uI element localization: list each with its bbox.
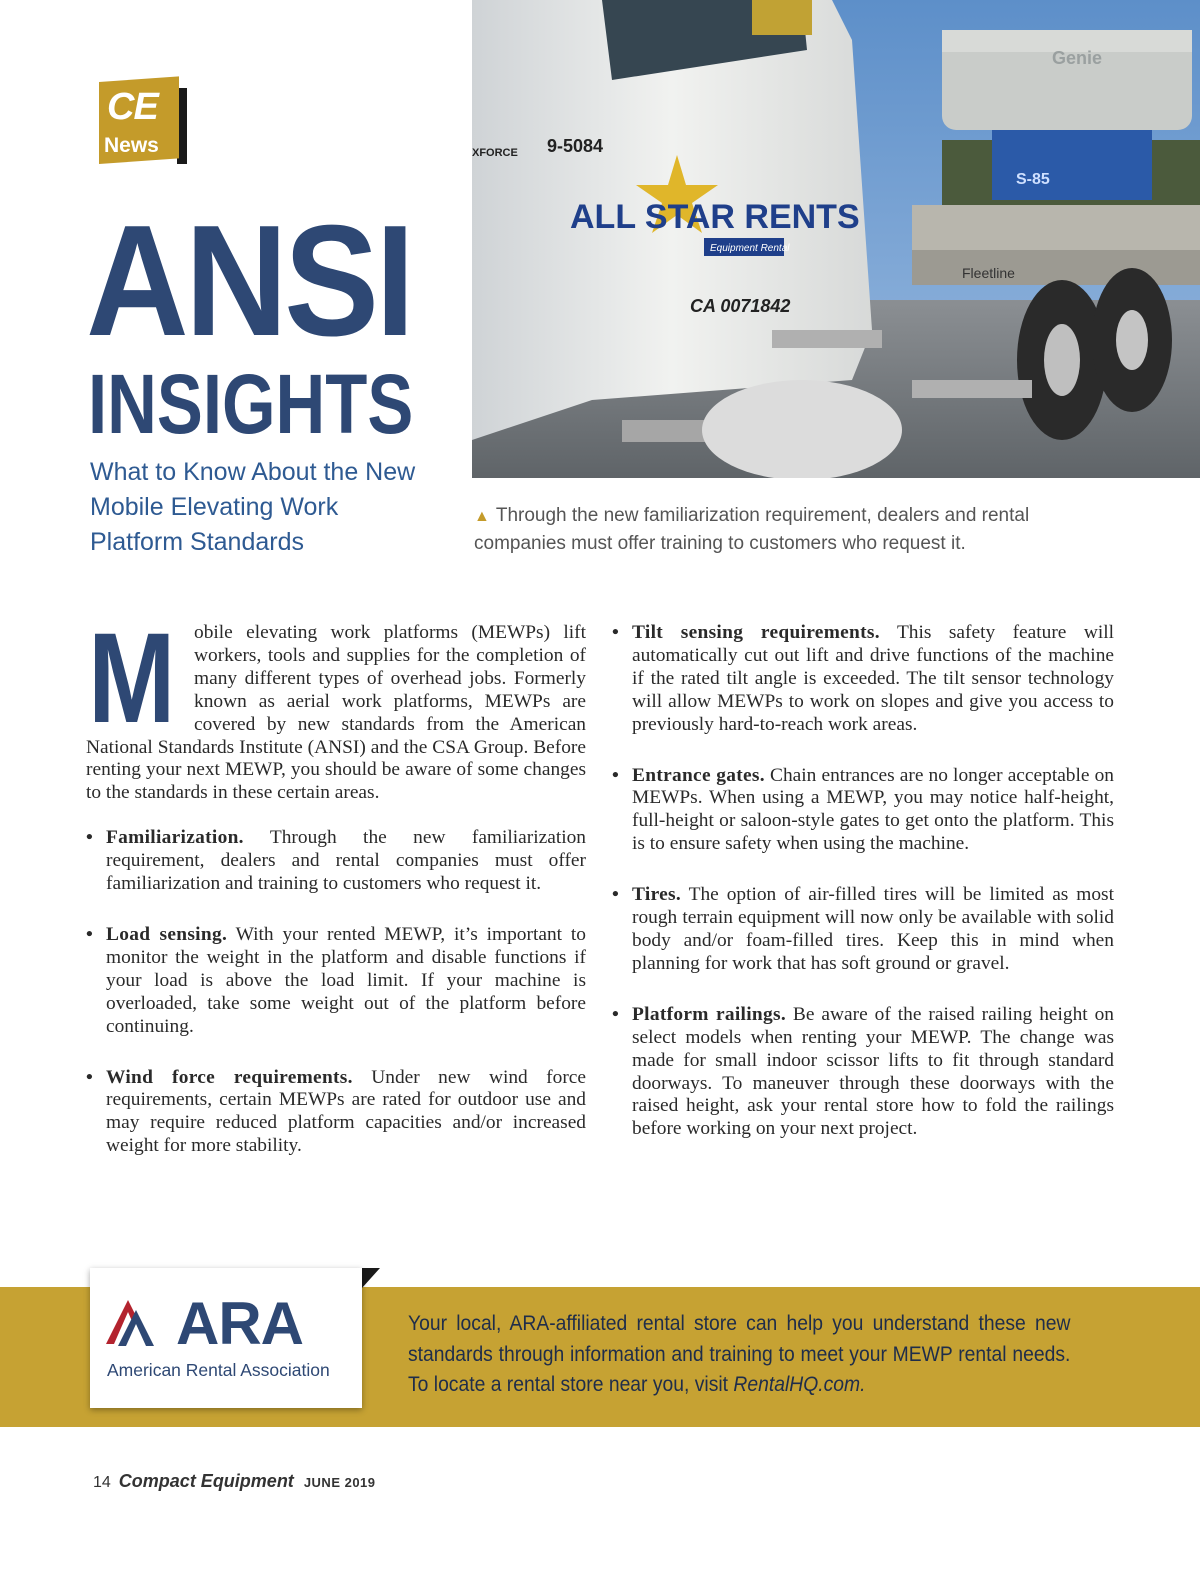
caption-triangle-icon: ▲ (474, 508, 490, 525)
ara-logo-card (90, 1268, 362, 1408)
list-item (612, 765, 1114, 857)
rentalhq-link[interactable]: RentalHQ.com. (733, 1373, 866, 1396)
cab-badge-text: XFORCE (472, 147, 518, 159)
ara-full-name: American Rental Association (107, 1360, 330, 1380)
ara-message-text: Your local, ARA-affiliated rental store can help you understand these new standards through information and training to meet your MEWP rental needs. To locate a rental store near you, visit (408, 1312, 1071, 1396)
bullet-title: Load sensing. (106, 923, 228, 945)
door-brand-text: ALL STAR RENTS (570, 198, 860, 236)
page-number: 14 (93, 1474, 111, 1491)
bullet-text: Chain entrances are no longer acceptable on MEWPs. When using a MEWP, you may notice half-height, full-height or saloon-style gates to get onto the platform. This is to ensure safety when using the machine. (632, 764, 1114, 855)
ara-card-fold (362, 1268, 380, 1288)
page-title-ansi: ANSI (86, 193, 412, 369)
right-bullet-list (612, 622, 1114, 1141)
left-bullet-list (86, 827, 586, 1158)
page-title-insights: INSIGHTS (88, 357, 414, 451)
bullet-text: With your rented MEWP, it’s important to monitor the weight in the platform and disable functions if your load is above the load limit. If your machine is overloaded, take some weight out of the platform before continuing. (106, 923, 586, 1037)
list-item (86, 827, 586, 896)
bullet-title: Entrance gates. (632, 764, 765, 786)
photo-caption (474, 502, 1094, 557)
list-item (612, 884, 1114, 976)
ara-triangle-icon (106, 1298, 176, 1354)
article-column-left (86, 607, 586, 1186)
page-subtitle: What to Know About the New Mobile Elevating Work Platform Standards (90, 458, 416, 556)
list-item (86, 924, 586, 1039)
list-item (612, 622, 1114, 737)
intro-text: obile elevating work platforms (MEWPs) lift workers, tools and supplies for the completion of many different types of overhead jobs. Formerly known as aerial work platforms, MEWPs are covered by new standards from the American National Standards Institute (ANSI) and the CSA Group. Before renting your next MEWP, you should be aware of some changes to the standards in these certain areas. (86, 622, 586, 804)
bullet-title: Tilt sensing requirements. (632, 622, 880, 643)
article-intro (86, 607, 586, 805)
lift-brand-text: Genie (1052, 48, 1103, 68)
lift-model-text: S-85 (1016, 171, 1050, 188)
list-item (86, 1067, 586, 1159)
caption-text: Through the new familiarization requirement, dealers and rental companies must offer training to customers who request it. (474, 505, 1030, 554)
bullet-text: The option of air-filled tires will be limited as most rough terrain equipment will now only be available with solid body and/or foam-filled tires. Keep this in mind when planning for work that has soft ground or gravel. (632, 884, 1114, 974)
magazine-name: Compact Equipment (118, 1471, 294, 1491)
bullet-text: Under new wind force requirements, certain MEWPs are rated for outdoor use and may require reduced platform capacities and/or increased weight for more stability. (106, 1066, 586, 1157)
bullet-text: Be aware of the raised railing height on select models when renting your MEWP. The change was made for small indoor scissor lifts to fit through standard doorways. To maneuver through these doorways with the raised height, ask your rental store how to fold the railings before working on your next project. (632, 1003, 1114, 1140)
license-text: CA 0071842 (690, 296, 791, 316)
door-tag-text: Equipment Rental (710, 243, 790, 254)
article-column-right (612, 622, 1114, 1169)
bullet-title: Platform railings. (632, 1003, 786, 1025)
badge-ce-text: CE (107, 86, 158, 128)
bullet-text: This safety feature will automatically cut out lift and drive functions of the machine if the rated tilt angle is exceeded. The tilt sensor technology will allow MEWPs to work on slopes and give you access to previously hard-to-reach work areas. (632, 622, 1114, 735)
page-footer (93, 1471, 376, 1492)
ara-logo-text: ARA (176, 1290, 303, 1357)
ce-news-badge (99, 82, 187, 164)
truck-photo (472, 0, 1200, 478)
truck-number-text: 9-5084 (547, 136, 604, 156)
issue-date: JUNE 2019 (303, 1475, 376, 1490)
bullet-text: Through the new familiarization requirement, dealers and rental companies must offer familiarization and training to customers who request it. (106, 827, 586, 895)
badge-news-text: News (104, 134, 159, 157)
trailer-brand-text: Fleetline (962, 265, 1015, 281)
ara-message (408, 1309, 1070, 1401)
list-item (612, 1004, 1114, 1141)
bullet-title: Familiarization. (106, 827, 244, 849)
bullet-title: Wind force requirements. (106, 1066, 353, 1088)
drop-cap: M (88, 607, 176, 750)
bullet-title: Tires. (632, 884, 682, 906)
